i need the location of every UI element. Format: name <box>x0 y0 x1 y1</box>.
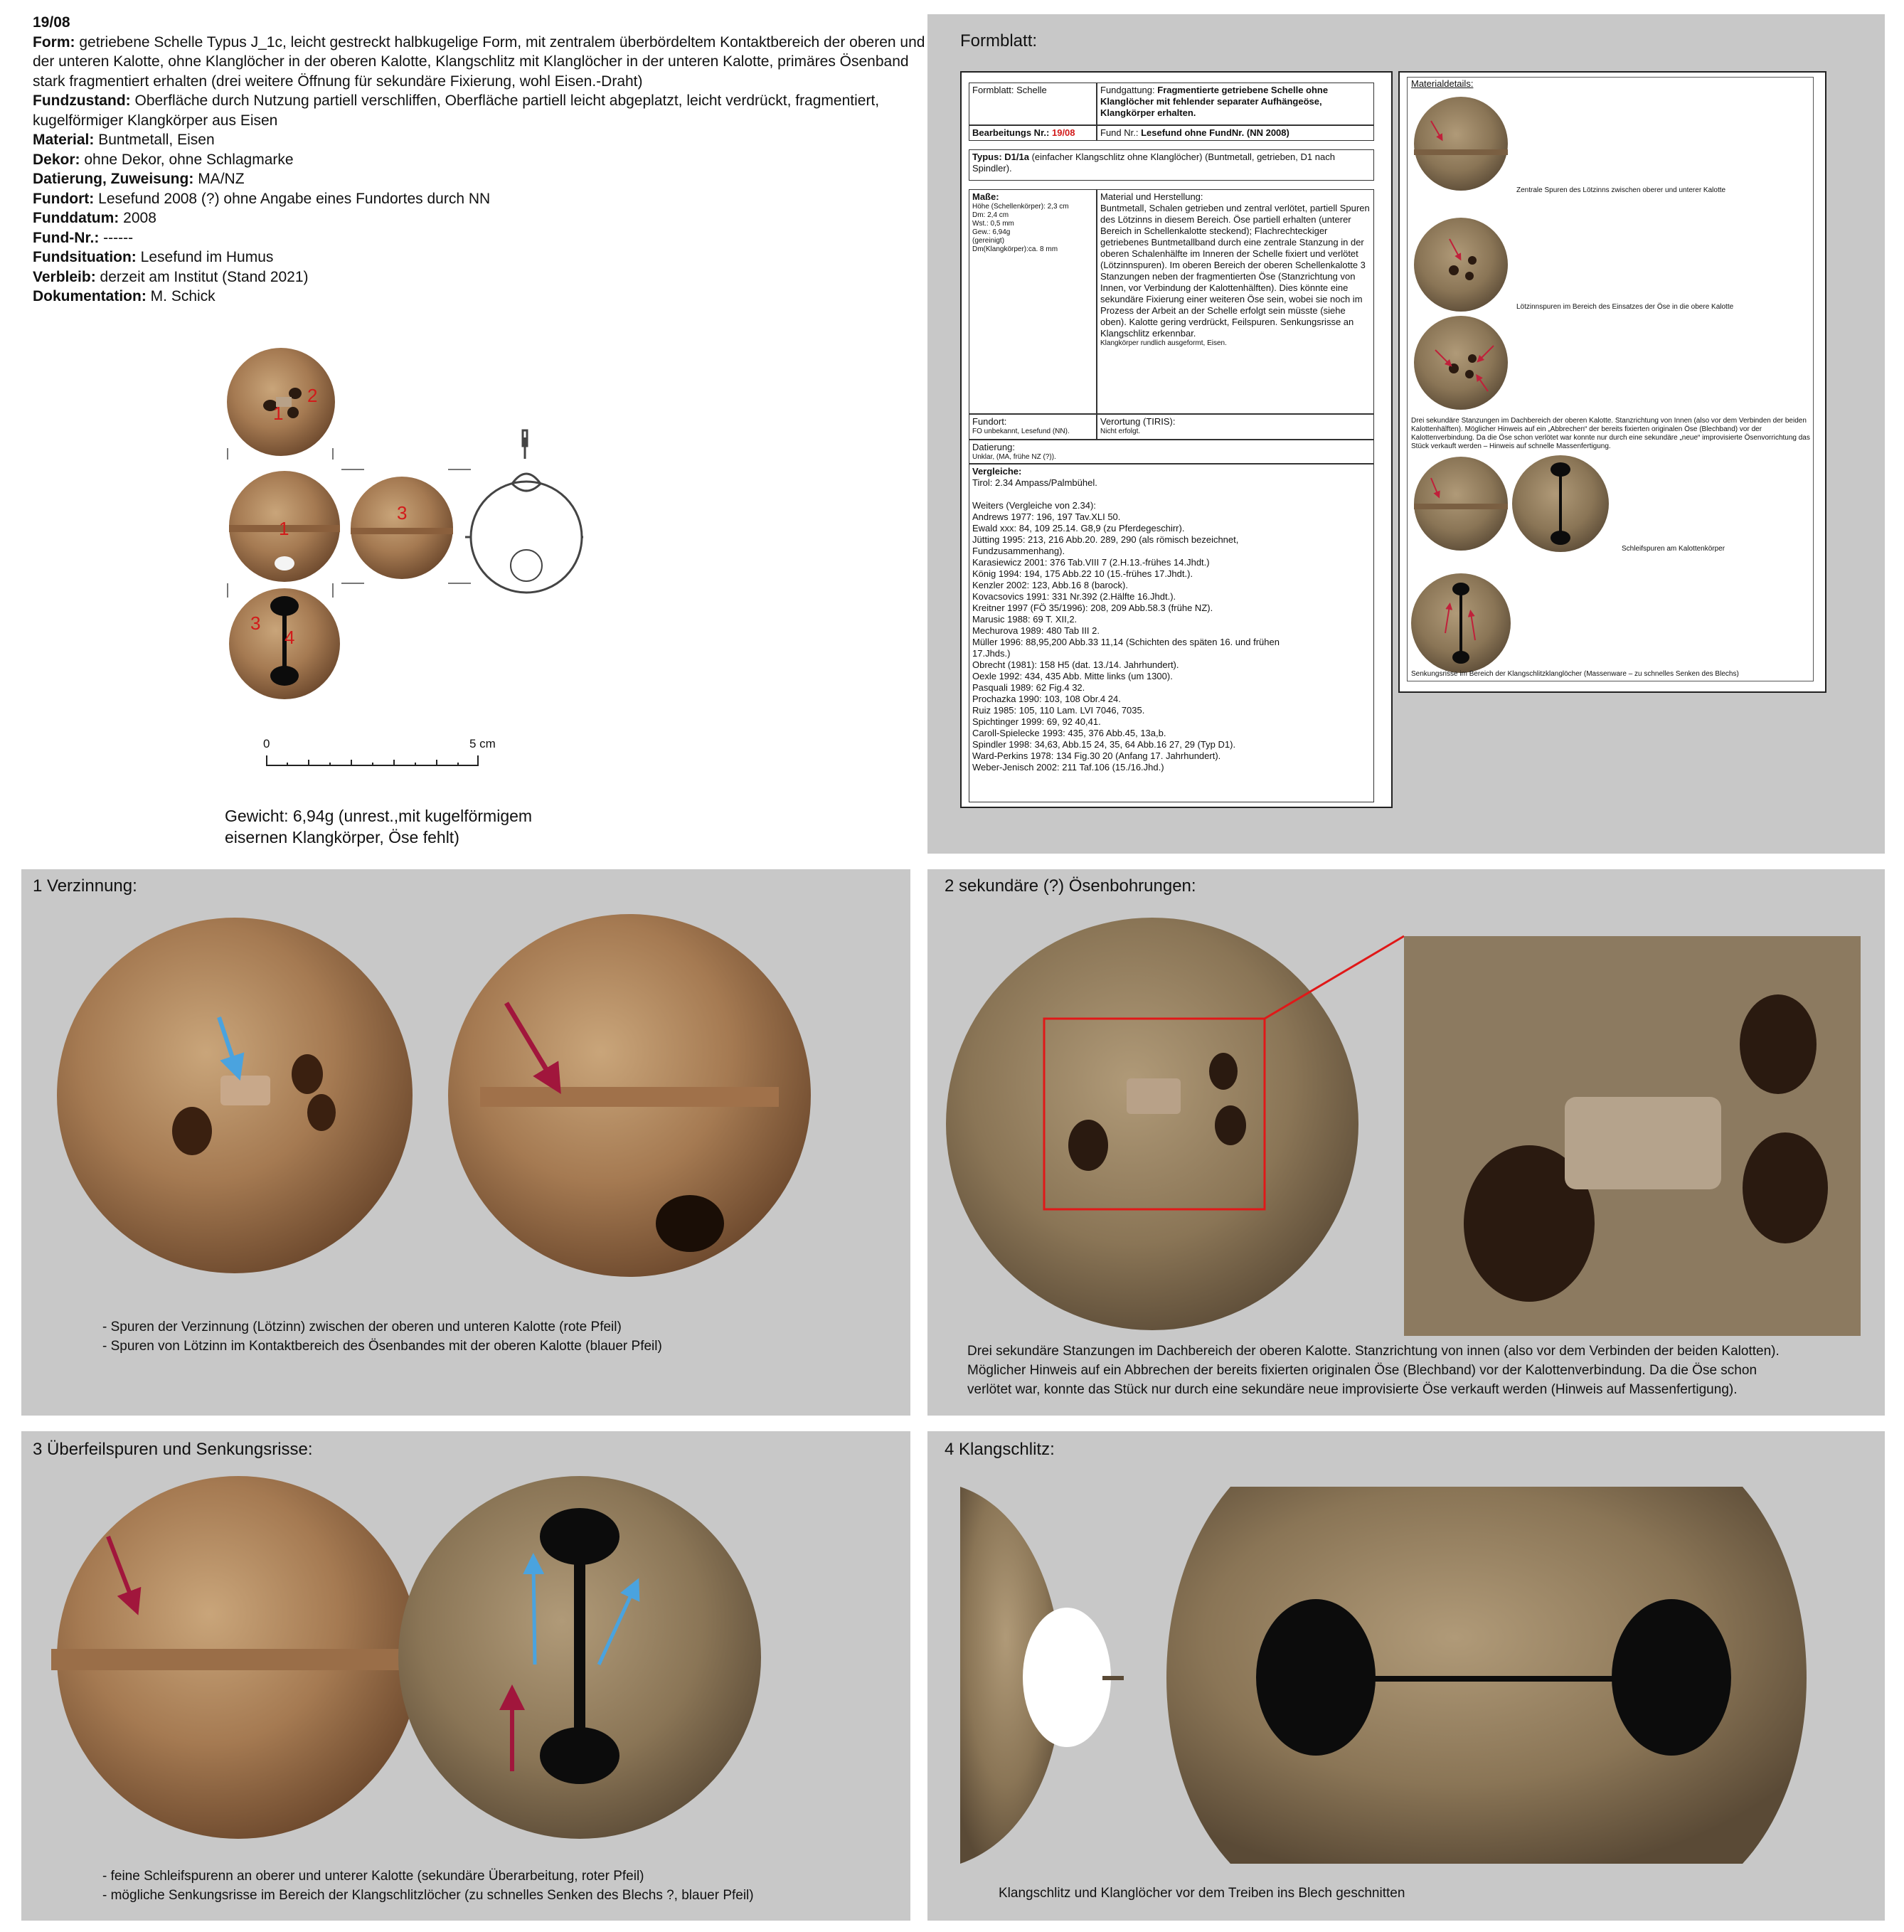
materialdetails-photos <box>1410 92 1815 683</box>
panel-2-title: 2 sekundäre (?) Ösenbohrungen: <box>945 876 1196 896</box>
vergleiche-line: Kovacsovics 1991: 331 Nr.392 (2.Hälfte 16.Jhdt.). <box>972 591 1176 602</box>
plate-number-2: 2 <box>307 385 318 406</box>
form-herst-text: Buntmetall, Schalen getrieben und zentral verlötet, partiell Spuren des Lötzinns in diesem Bereich. Öse partiell erhalten (unterer Bereich in Schellenkalotte steckend); Flachrechteckiger getriebenes Buntmetallband durch eine zentrale Stanzung in der oberen Schalenhälfte im Inneren der Schelle fixiert und verlötet (Lötzinnspuren). Im oberen Bereich der oberen Schellenkalotte 3 Stanzungen neben der fragmentierten Öse (Stanzrichtung von Innen, vor Verbindung der Kalottenhälften). Dies könnte eine sekundäre Fixierung einer weiteren Öse sein, wobei sie noch im Prozess der Arbeit an der Schelle erfolgt sein müsste (siehe oben). Kalotte gering verdrückt, Feilspuren. Senkungsrisse an Klangschlitz erkennbar. <box>1100 203 1370 339</box>
plate-number-4: 4 <box>284 627 295 648</box>
vergleiche-line: Ewald xxx: 84, 109 25.14. G8,9 (zu Pferdegeschirr). <box>972 523 1185 534</box>
md-photo-3 <box>1414 316 1508 410</box>
vergleiche-line: Ruiz 1985: 105, 110 Lam. LVI 7046, 7035. <box>972 705 1145 716</box>
md-caption-5: Senkungsrisse im Bereich der Klangschlitzklanglöcher (Massenware – zu schnelles Senken des Blechs) <box>1411 670 1739 678</box>
vergleiche-line: Jütting 1995: 213, 216 Abb.20. 289, 290 (als römisch bezeichnet, <box>972 534 1239 545</box>
formblatt-title: Formblatt: <box>960 31 1038 51</box>
panel-3-title: 3 Überfeilspuren und Senkungsrisse: <box>33 1440 313 1459</box>
panel-2-caption-3: verlötet war, konnte das Stück nur durch eine sekundäre neue improvisierte Öse verkauft werden (Hinweis auf Massenfertigung). <box>967 1382 1738 1397</box>
field-label: Fund-Nr.: <box>33 229 100 246</box>
panel-4-title: 4 Klangschlitz: <box>945 1440 1055 1459</box>
panel-1-caption-1: - Spuren der Verzinnung (Lötzinn) zwischen der oberen und unteren Kalotte (rote Pfeil) <box>102 1320 622 1334</box>
vergleiche-line: Oexle 1992: 434, 435 Abb. Mitte links (um 1300). <box>972 671 1173 681</box>
field-value: derzeit am Institut (Stand 2021) <box>100 268 309 285</box>
md-photo-2 <box>1414 218 1508 312</box>
vergleiche-line: Tirol: 2.34 Ampass/Palmbühel. <box>972 477 1097 488</box>
plate-number-3: 3 <box>397 502 408 524</box>
field-value: getriebene Schelle Typus J_1c, leicht gestreckt halbkugelige Form, mit zentralem überbördeltem Kontaktbereich der oberen und der unteren Kalotte, ohne Klanglöcher in der oberen Kalotte, Klangschlitz mit Klanglöcher in der unteren Kalotte, primäres Ösenband stark fragmentiert erhalten (drei weitere Öffnung für sekundäre Fixierung, wohl Eisen.-Draht) <box>33 33 925 90</box>
panel-2-caption-1: Drei sekundäre Stanzungen im Dachbereich der oberen Kalotte. Stanzrichtung von innen (also vor dem Verbinden der beiden Kalotten). <box>967 1344 1780 1359</box>
find-id: 19/08 <box>33 14 70 31</box>
form-cell-vergleiche <box>969 464 1374 802</box>
form-typus-label: Typus: D1/1a <box>972 152 1029 162</box>
scale-start: 0 <box>263 737 270 750</box>
panel-4-caption-1: Klangschlitz und Klanglöcher vor dem Treiben ins Blech geschnitten <box>999 1886 1405 1901</box>
header-text <box>33 13 929 307</box>
field-value: ohne Dekor, ohne Schlagmarke <box>84 151 294 168</box>
field-label: Dekor: <box>33 151 80 168</box>
panel-1-photos <box>43 911 896 1295</box>
md-photo-1 <box>1414 97 1508 191</box>
field-label: Datierung, Zuweisung: <box>33 171 194 187</box>
field-label: Fundort: <box>33 190 95 207</box>
masse-line: Wst.: 0,5 mm <box>972 220 1014 228</box>
field-label: Verbleib: <box>33 268 96 285</box>
form-cell-fundgattung <box>1097 83 1374 125</box>
vergleiche-line: Marusic 1988: 69 T. XII,2. <box>972 614 1078 625</box>
plate-number-1b: 1 <box>279 518 289 539</box>
vergleiche-line: Ward-Perkins 1978: 134 Fig.30 20 (Anfang 17. Jahrhundert). <box>972 750 1221 761</box>
panel-3-caption-2: - mögliche Senkungsrisse im Bereich der Klangschlitzlöcher (zu schnelles Senken des Blechs ?, blauer Pfeil) <box>102 1888 754 1903</box>
vergleiche-line: Andrews 1977: 196, 197 Tav.XLI 50. <box>972 511 1121 522</box>
masse-line: Dm: 2,4 cm <box>972 211 1009 219</box>
md-caption-4: Schleifspuren am Kalottenkörper <box>1622 545 1725 553</box>
form-c2-value: Fragmentierte getriebene Schelle ohne Klanglöcher mit fehlender separater Aufhängeöse, Klangkörper erhalten. <box>1100 85 1329 118</box>
vergleiche-line: Kenzler 2002: 123, Abb.16 8 (barock). <box>972 580 1128 590</box>
field-label: Material: <box>33 132 95 148</box>
masse-line: Dm(Klangkörper):ca. 8 mm <box>972 245 1058 253</box>
form-c1: Formblatt: Schelle <box>972 85 1047 95</box>
form-bnr-label: Bearbeitungs Nr.: <box>972 127 1050 138</box>
vergleiche-line: Müller 1996: 88,95,200 Abb.33 11,14 (Schichten des späten 16. und frühen <box>972 637 1280 647</box>
field-label: Fundsituation: <box>33 249 137 265</box>
form-fnr-label: Fund Nr.: <box>1100 127 1139 138</box>
panel-1-title: 1 Verzinnung: <box>33 876 137 896</box>
vergleiche-line: Fundzusammenhang). <box>972 546 1065 556</box>
form-cell-bnr <box>969 125 1097 141</box>
field-value: Oberfläche durch Nutzung partiell verschliffen, Oberfläche partiell leicht abgeplatzt, leicht verdrückt, fragmentiert, kugelförmiger Klangkörper aus Eisen <box>33 92 880 129</box>
field-label: Form: <box>33 33 75 51</box>
form-datierung-label: Datierung: <box>972 442 1015 452</box>
materialdetails-label: Materialdetails: <box>1411 78 1474 89</box>
form-bnr-value: 19/08 <box>1051 127 1075 138</box>
form-cell-masse <box>969 189 1097 414</box>
form-cell-datierung <box>969 440 1374 464</box>
weight-line-2: eisernen Klangkörper, Öse fehlt) <box>225 828 459 846</box>
panel-4-photos <box>960 1487 1871 1871</box>
field-label: Fundzustand: <box>33 92 131 109</box>
masse-line: Höhe (Schellenkörper): 2,3 cm <box>972 203 1069 211</box>
md-caption-3: Drei sekundäre Stanzungen im Dachbereich der oberen Kalotte. Stanzrichtung von Innen (also vor dem Verbinden der beiden Kalottenhälften). Möglicher Hinweis auf ein „Abbrechen“ der bereits fixierten originalen Öse (Blechband) vor der Kalottenverbindung. Da die Öse schon verlötet war konnte nur durch eine sekundäre „neue“ improvisierte Ösenvorrichtung das Stück verkauft werden – Hinweis auf schnelle Massenfertigung. <box>1411 417 1810 450</box>
plate-figure <box>213 341 583 740</box>
weight-line-1: Gewicht: 6,94g (unrest.,mit kugelförmigem <box>225 807 533 825</box>
vergleiche-line: Kreitner 1997 (FÖ 35/1996): 208, 209 Abb.58.3 (frühe NZ). <box>972 603 1213 613</box>
weight-note <box>225 805 532 848</box>
vergleiche-line: Weber-Jenisch 2002: 211 Taf.106 (15./16.Jhd.) <box>972 762 1164 773</box>
vergleiche-line: Obrecht (1981): 158 H5 (dat. 13./14. Jahrhundert). <box>972 659 1179 670</box>
panel-1-caption-2: - Spuren von Lötzinn im Kontaktbereich des Ösenbandes mit der oberen Kalotte (blauer Pfeil) <box>102 1339 662 1354</box>
form-vergleiche-label: Vergleiche: <box>972 466 1022 477</box>
form-verortung-value: Nicht erfolgt. <box>1100 428 1141 435</box>
field-value: Lesefund im Humus <box>140 249 274 265</box>
vergleiche-line: Weiters (Vergleiche von 2.34): <box>972 500 1096 511</box>
form-fundort-value: FO unbekannt, Lesefund (NN). <box>972 428 1070 435</box>
vergleiche-list <box>972 477 1371 773</box>
form-cell-fnr <box>1097 125 1374 141</box>
materialdetails-sheet <box>1398 71 1826 693</box>
vergleiche-line: Caroll-Spielecke 1993: 435, 376 Abb.45, 13a,b. <box>972 728 1166 738</box>
vergleiche-line <box>972 489 1371 500</box>
panel-3-caption-1: - feine Schleifspurenn an oberer und unterer Kalotte (sekundäre Überarbeitung, roter Pfeil) <box>102 1869 644 1884</box>
vergleiche-line: 17.Jhds.) <box>972 648 1011 659</box>
form-verortung-label: Verortung (TIRIS): <box>1100 416 1176 427</box>
form-herst-small: Klangkörper rundlich ausgeformt, Eisen. <box>1100 339 1227 347</box>
md-caption-2: Lötzinnspuren im Bereich des Einsatzes der Öse in die obere Kalotte <box>1516 303 1734 311</box>
bell-top-photo-2 <box>946 918 1358 1330</box>
vergleiche-line: Spichtinger 1999: 69, 92 40,41. <box>972 716 1101 727</box>
field-value: ------ <box>103 229 134 246</box>
field-value: Buntmetall, Eisen <box>98 132 215 148</box>
field-value: MA/NZ <box>198 171 245 187</box>
panel-2-photos <box>939 911 1878 1337</box>
field-value: Lesefund 2008 (?) ohne Angabe eines Fundortes durch NN <box>98 190 491 207</box>
form-c2-label: Fundgattung: <box>1100 85 1155 95</box>
form-masse-label: Maße: <box>972 191 999 202</box>
form-cell-herstellung <box>1097 189 1374 414</box>
field-value: M. Schick <box>150 288 216 304</box>
panel-3-photos <box>43 1472 896 1849</box>
md-caption-1: Zentrale Spuren des Lötzinns zwischen oberer und unterer Kalotte <box>1516 186 1726 194</box>
form-fnr-value: Lesefund ohne FundNr. (NN 2008) <box>1141 127 1289 138</box>
vergleiche-line: König 1994: 194, 175 Abb.22 10 (15.-frühes 17.Jhdt.). <box>972 568 1193 579</box>
form-cell-verortung <box>1097 414 1374 440</box>
vergleiche-line: Mechurova 1989: 480 Tab III 2. <box>972 625 1100 636</box>
form-cell-type <box>969 83 1097 125</box>
scale-end: 5 cm <box>469 737 496 750</box>
form-cell-typus <box>969 149 1374 181</box>
scale-bar <box>266 754 486 768</box>
plate-number-1: 1 <box>273 403 284 424</box>
field-label: Dokumentation: <box>33 288 147 304</box>
form-cell-fundort <box>969 414 1097 440</box>
panel-2-caption-2: Möglicher Hinweis auf ein Abbrechen der bereits fixierten originalen Öse (Blechband) vor der Kalottenverbindung. Da die Öse schon <box>967 1363 1757 1378</box>
form-fundort-label: Fundort: <box>972 416 1007 427</box>
plate-number-3b: 3 <box>250 612 261 634</box>
masse-line: Gew.: 6,94g <box>972 228 1011 236</box>
vergleiche-line: Karasiewicz 2001: 376 Tab.VIII 7 (2.H.13.-frühes 14.Jhdt.) <box>972 557 1210 568</box>
vergleiche-line: Prochazka 1990: 103, 108 Obr.4 24. <box>972 694 1121 704</box>
masse-line: (gereinigt) <box>972 237 1005 245</box>
blue-arrow-3a <box>533 1564 535 1665</box>
vergleiche-line: Spindler 1998: 34,63, Abb.15 24, 35, 64 Abb.16 27, 29 (Typ D1). <box>972 739 1236 750</box>
form-datierung-value: Unklar, (MA, frühe NZ (?)). <box>972 453 1056 461</box>
form-typus-value: (einfacher Klangschlitz ohne Klanglöcher) (Buntmetall, getrieben, D1 nach Spindler). <box>972 152 1335 174</box>
field-label: Funddatum: <box>33 210 119 226</box>
field-value: 2008 <box>123 210 156 226</box>
form-herst-label: Material und Herstellung: <box>1100 191 1203 202</box>
formblatt-sheet <box>960 71 1393 808</box>
vergleiche-line: Pasquali 1989: 62 Fig.4 32. <box>972 682 1085 693</box>
